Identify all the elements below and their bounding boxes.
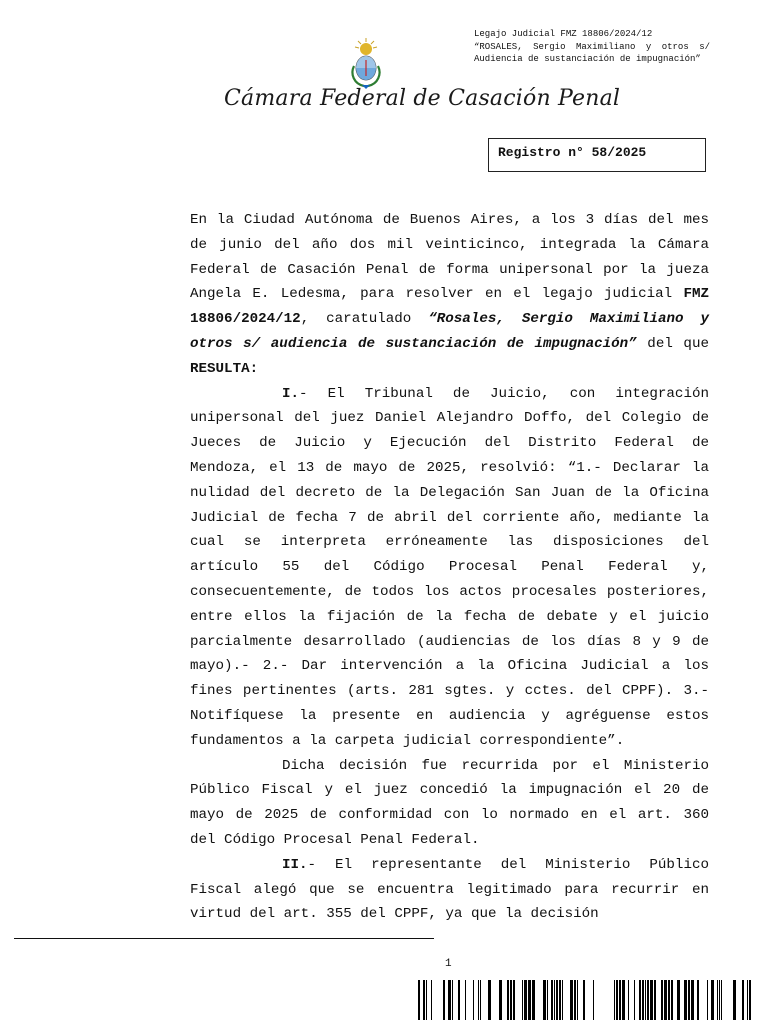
section-ii-text: - El representante del Ministerio Público Fiscal alegó que se encuentra legitimado para recurrir en virtud del art. 355 del CPPF, ya que la decisión xyxy=(190,856,709,923)
resolution-body xyxy=(190,208,709,927)
barcode-icon xyxy=(418,980,762,1020)
case-reference xyxy=(474,28,710,66)
case-reference-title: “ROSALES, Sergio Maximiliano y otros s/ Audiencia de sustanciación de impugnación” xyxy=(474,41,710,64)
section-i-text: - El Tribunal de Juicio, con integración unipersonal del juez Daniel Alejandro Doffo, del Colegio de Jueces de Juicio y Ejecución del Distrito Federal de Mendoza, el 13 de mayo de 2025, resolvió: “1.- Declarar la nulidad del decreto de la Delegación San Juan de la Oficina Judicial de fecha 7 de abril del corriente año, mediante la cual se interpreta erróneamente las disposiciones del artículo 55 del Código Procesal Penal Federal y, consecuentemente, de todos los actos procesales posteriores, entre ellos la fijación de la fecha de debate y el juicio parcialmente desarrollado (audiencias de los días 8 y 9 de mayo).- 2.- Dar intervención a la Oficina Judicial a los fines pertinentes (arts. 281 sgtes. y cctes. del CPPF). 3.- Notifíquese la presente en audiencia y agréguense estos fundamentos a la carpeta judicial correspondiente”. xyxy=(190,385,709,749)
court-name: Cámara Federal de Casación Penal xyxy=(224,86,621,111)
case-title: “Rosales, Sergio Maximiliano y otros s/ audiencia de sustanciación de impugnación” xyxy=(190,311,709,352)
paragraph-i xyxy=(190,382,709,754)
page-number: 1 xyxy=(445,958,452,970)
section-number-ii: II. xyxy=(282,856,308,873)
case-number: FMZ 18806/2024/12 xyxy=(190,286,709,328)
intro-tail: del que xyxy=(636,335,709,352)
resulta-label: RESULTA: xyxy=(190,360,259,377)
intro-text: En la Ciudad Autónoma de Buenos Aires, a los 3 días del mes de junio del año dos mil veinticinco, integrada la Cámara Federal de Casación Penal de forma unipersonal por la jueza Angela E. Ledesma, para resolver en el legajo judicial xyxy=(190,212,709,303)
footnote-rule xyxy=(14,938,434,939)
paragraph-ii xyxy=(190,853,709,927)
case-reference-legajo: Legajo Judicial FMZ 18806/2024/12 xyxy=(474,29,653,39)
paragraph-intro xyxy=(190,208,709,382)
intro-connector: , caratulado xyxy=(300,311,429,328)
paragraph-appeal: Dicha decisión fue recurrida por el Ministerio Público Fiscal y el juez concedió la impugnación el 20 de mayo de 2025 de conformidad con lo normado en el art. 360 del Código Procesal Penal Federal. xyxy=(190,757,709,848)
section-number-i: I. xyxy=(282,385,300,402)
argentina-coat-of-arms-icon xyxy=(348,36,384,90)
registro-box: Registro n° 58/2025 xyxy=(488,138,706,172)
